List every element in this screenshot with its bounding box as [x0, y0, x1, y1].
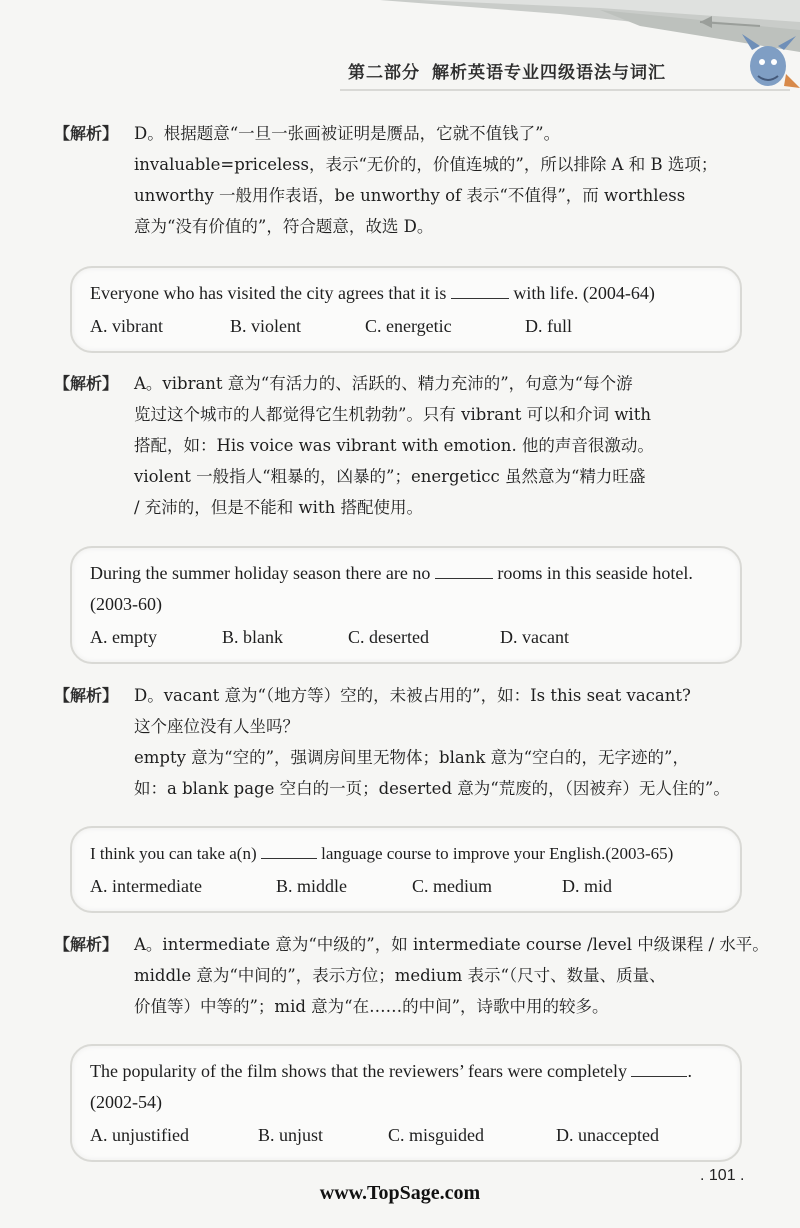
explanation-line: 价值等）中等的”；mid 意为“在……的中间”，诗歌中用的较多。: [134, 997, 609, 1016]
explanation-line: empty 意为“空的”，强调房间里无物体；blank 意为“空白的，无字迹的”，: [134, 748, 689, 767]
explanation-line: violent 一般指人“粗暴的，凶暴的”；energeticc 虽然意为“精力旺盛: [134, 467, 646, 486]
explanation-block: [54, 118, 754, 242]
answer-blank: [261, 840, 317, 859]
option: C. misguided: [388, 1125, 485, 1145]
header-decoration: [0, 0, 800, 110]
explanation-line: 览过这个城市的人都觉得它生机勃勃”。只有 vibrant 可以和介词 with: [134, 405, 651, 424]
footer-url: www.TopSage.com: [319, 1182, 481, 1204]
explanation-line: unworthy 一般用作表语，be unworthy of 表示“不值得”，而 worthless: [134, 186, 686, 205]
header-section-title: 解析英语专业四级语法与词汇: [432, 63, 666, 83]
option: B. violent: [230, 316, 301, 336]
question-stem: [90, 558, 722, 620]
option: D. mid: [562, 876, 613, 896]
explanation-block: [54, 680, 754, 804]
options-row: [90, 871, 722, 901]
option: A. unjustified: [90, 1125, 189, 1145]
option: B. middle: [276, 876, 347, 896]
option: B. unjust: [258, 1125, 324, 1145]
explanation-line: 意为“没有价值的”，符合题意，故选 D。: [134, 217, 434, 236]
explanation-line: A。vibrant 意为“有活力的、活跃的、精力充沛的”，句意为“每个游: [134, 374, 633, 393]
stem-text: rooms in this seaside hotel. (2003-60): [90, 563, 693, 614]
stem-text: During the summer holiday season there are no: [90, 563, 431, 583]
option: A. empty: [90, 627, 157, 647]
stem-text: Everyone who has visited the city agrees that it is: [90, 283, 447, 303]
running-header: [348, 58, 678, 83]
option: D. full: [525, 316, 572, 336]
stem-text: . (2002-54): [90, 1061, 692, 1112]
explanation-tag: 【解析】: [54, 374, 119, 393]
explanation-block: [54, 368, 754, 523]
option: B. blank: [222, 627, 283, 647]
explanation-line: invaluable=priceless，表示“无价的，价值连城的”，所以排除 A 和 B 选项；: [134, 155, 718, 174]
explanation-tag: 【解析】: [54, 935, 119, 954]
question-box: [70, 266, 742, 353]
option: C. medium: [412, 876, 492, 896]
header-part: 第二部分: [348, 63, 420, 83]
stem-text: language course to improve your English.(2003-65): [321, 844, 674, 863]
answer-blank: [435, 560, 493, 579]
options-row: [90, 1120, 722, 1150]
explanation-tag: 【解析】: [54, 686, 119, 705]
stem-text: The popularity of the film shows that the reviewers’ fears were completely: [90, 1061, 627, 1081]
explanation-line: 搭配，如：His voice was vibrant with emotion. 他的声音很激动。: [134, 436, 654, 455]
answer-blank: [451, 280, 509, 299]
question-stem: [90, 1056, 722, 1118]
option: C. energetic: [365, 316, 452, 336]
options-row: [90, 311, 722, 341]
explanation-line: D。根据题意“一旦一张画被证明是赝品，它就不值钱了”。: [134, 124, 561, 143]
answer-blank: [631, 1058, 687, 1077]
question-stem: [90, 278, 722, 309]
stem-text: I think you can take a(n): [90, 844, 257, 863]
explanation-line: D。vacant 意为“（地方等）空的，未被占用的”，如：Is this seat vacant?: [134, 686, 691, 705]
explanation-line: 这个座位没有人坐吗？: [134, 717, 299, 736]
option: C. deserted: [348, 627, 429, 647]
explanation-tag: 【解析】: [54, 124, 119, 143]
stem-text: with life. (2004-64): [513, 283, 655, 303]
options-row: [90, 622, 722, 652]
explanation-line: middle 意为“中间的”，表示方位；medium 表示“（尺寸、数量、质量、: [134, 966, 666, 985]
option: A. vibrant: [90, 316, 163, 336]
question-box: [70, 826, 742, 913]
option: D. unaccepted: [556, 1125, 659, 1145]
explanation-line: / 充沛的，但是不能和 with 搭配使用。: [134, 498, 423, 517]
explanation-block: [54, 929, 769, 1022]
question-box: [70, 1044, 742, 1162]
option: A. intermediate: [90, 876, 202, 896]
page-number: . 101 .: [700, 1167, 745, 1184]
question-box: [70, 546, 742, 664]
question-stem: [90, 838, 722, 869]
explanation-line: A。intermediate 意为“中级的”，如 intermediate course /level 中级课程 / 水平。: [134, 935, 769, 954]
option: D. vacant: [500, 627, 569, 647]
explanation-line: 如：a blank page 空白的一页；deserted 意为“荒废的，（因被弃）无人住的”。: [134, 779, 730, 798]
